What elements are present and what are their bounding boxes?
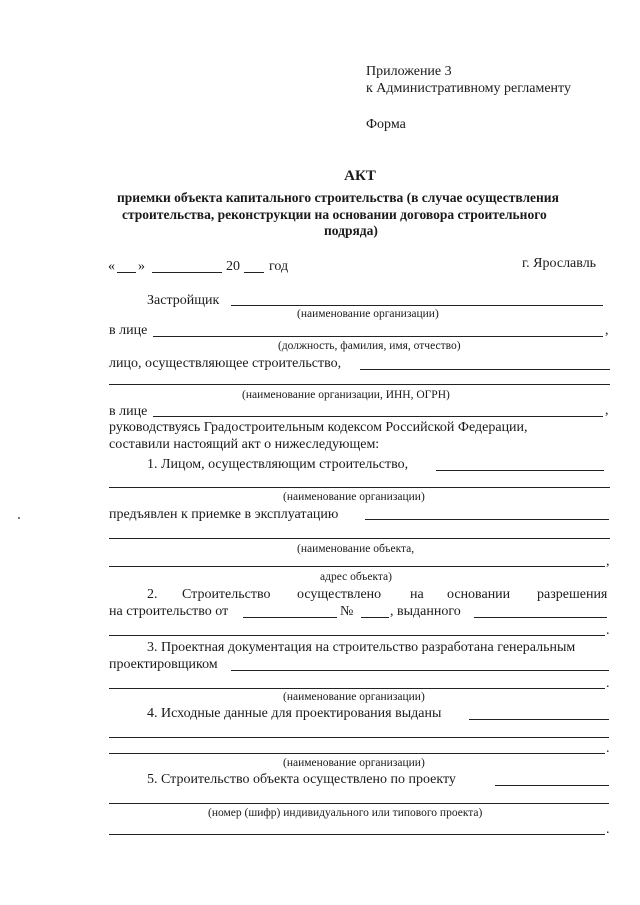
permit-issuer-field-continuation[interactable]: [109, 635, 605, 636]
project-field-2[interactable]: [109, 834, 605, 835]
developer-representative-field[interactable]: [153, 336, 603, 337]
item-2-number: 2.: [147, 587, 158, 602]
builder-caption: (наименование организации, ИНН, ОГРН): [242, 389, 450, 401]
comma-mark-3: ,: [606, 554, 610, 569]
regulation-reference: к Административному регламенту: [366, 81, 571, 96]
document-subtitle-line-3: подряда): [324, 223, 378, 238]
item-3-designer-label: проектировщиком: [109, 657, 218, 672]
permit-issued-label: , выданного: [390, 604, 461, 619]
source-data-field[interactable]: [469, 719, 609, 720]
in-person-label: в лице: [109, 323, 148, 338]
period-mark: .: [606, 623, 610, 638]
date-year-suffix: год: [269, 259, 289, 274]
item-5-text: 5. Строительство объекта осуществлено по проекту: [147, 772, 456, 787]
object-field[interactable]: [365, 519, 609, 520]
item-4-text: 4. Исходные данные для проектирования выданы: [147, 706, 442, 721]
document-subtitle-line-1: приемки объекта капитального строительства (в случае осуществления: [117, 190, 559, 205]
comma-mark-2: ,: [605, 403, 609, 418]
city-label: г. Ярославль: [522, 256, 597, 271]
project-field-continuation[interactable]: [109, 803, 609, 804]
permit-issuer-field[interactable]: [474, 617, 607, 618]
date-open-quote: «: [108, 259, 115, 274]
comma-mark: ,: [605, 323, 609, 338]
scan-speck: [18, 517, 20, 519]
builder-field[interactable]: [360, 369, 610, 370]
builder-field-continuation[interactable]: [109, 384, 610, 385]
item-2-word-on: на: [410, 587, 424, 602]
item-1-caption: (наименование организации): [283, 491, 425, 503]
item-3-caption: (наименование организации): [283, 691, 425, 703]
form-label: Форма: [366, 117, 406, 132]
developer-field[interactable]: [231, 305, 603, 306]
permit-number-sign: №: [340, 604, 354, 619]
permit-date-field[interactable]: [243, 617, 337, 618]
address-caption: адрес объекта): [320, 571, 392, 583]
date-month-field[interactable]: [152, 272, 222, 273]
date-close-quote: »: [138, 259, 145, 274]
builder-label: лицо, осуществляющее строительство,: [109, 356, 342, 371]
period-mark-4: .: [606, 822, 610, 837]
object-field-continuation[interactable]: [109, 538, 610, 539]
document-subtitle-line-2: строительства, реконструкции на основании договора строительного: [122, 207, 547, 222]
date-year-prefix: 20: [226, 259, 240, 274]
address-field[interactable]: [109, 566, 605, 567]
period-mark-2: .: [606, 676, 610, 691]
guided-by-text: руководствуясь Градостроительным кодексом Российской Федерации,: [109, 420, 528, 435]
builder-representative-field[interactable]: [153, 416, 603, 417]
item-2-permit-from: на строительство от: [109, 604, 229, 619]
item-2-word-construction: Строительство: [182, 587, 271, 602]
developer-caption: (наименование организации): [297, 308, 439, 320]
developer-label: Застройщик: [147, 293, 220, 308]
item-4-caption: (наименование организации): [283, 757, 425, 769]
item-5-caption: (номер (шифр) индивидуального или типового проекта): [208, 807, 483, 819]
designer-field[interactable]: [231, 670, 609, 671]
item-2-word-permit: разрешения: [537, 587, 608, 602]
item-2-word-basis: основании: [447, 587, 511, 602]
item-1-field[interactable]: [436, 470, 604, 471]
date-year-field[interactable]: [244, 272, 264, 273]
in-person-label-2: в лице: [109, 404, 148, 419]
person-caption: (должность, фамилия, имя, отчество): [278, 340, 461, 352]
appendix-number: Приложение 3: [366, 64, 452, 79]
document-title: АКТ: [344, 168, 376, 184]
presented-text: предъявлен к приемке в эксплуатацию: [109, 507, 339, 522]
permit-number-field[interactable]: [361, 617, 389, 618]
source-data-field-3[interactable]: [109, 753, 605, 754]
item-1-field-continuation[interactable]: [109, 487, 610, 488]
object-caption: (наименование объекта,: [297, 543, 415, 555]
item-2-word-performed: осуществлено: [297, 587, 382, 602]
source-data-field-2[interactable]: [109, 737, 609, 738]
item-3-text: 3. Проектная документация на строительство разработана генеральным: [147, 640, 576, 655]
project-field[interactable]: [495, 785, 609, 786]
item-1-text: 1. Лицом, осуществляющим строительство,: [147, 457, 409, 472]
period-mark-3: .: [606, 741, 610, 756]
date-day-field[interactable]: [117, 272, 136, 273]
designer-field-continuation[interactable]: [109, 688, 605, 689]
compiled-text: составили настоящий акт о нижеследующем:: [109, 437, 380, 452]
